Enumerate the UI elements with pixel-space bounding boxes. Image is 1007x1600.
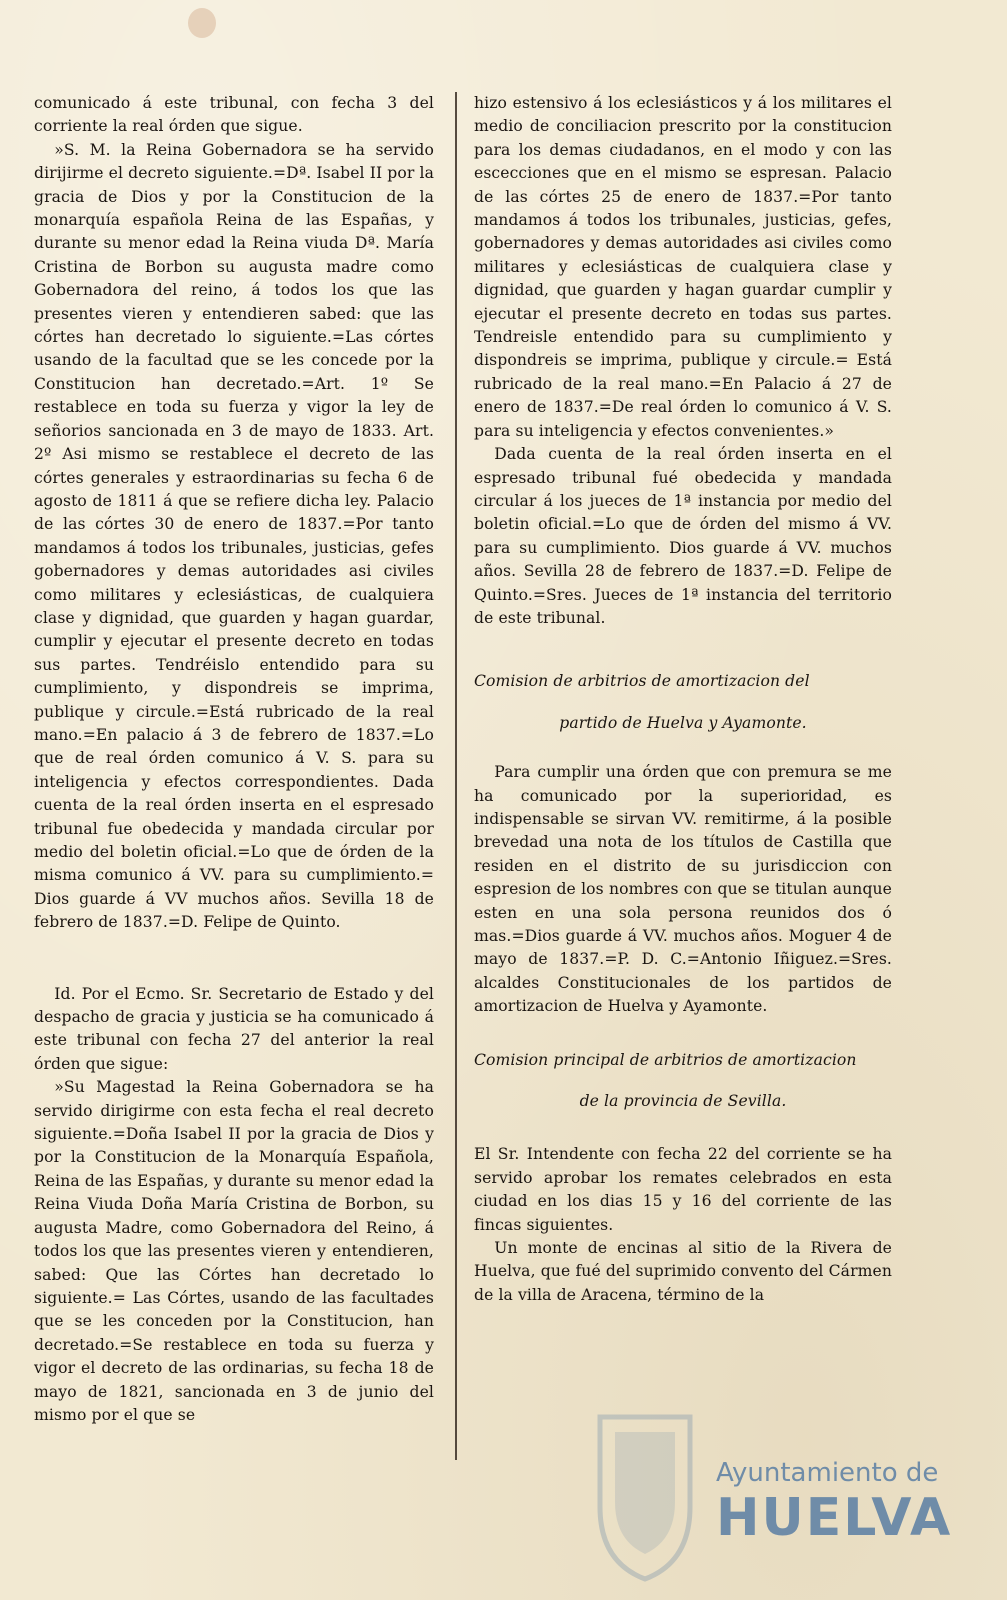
column-divider	[455, 92, 457, 1460]
left-column	[34, 92, 434, 1427]
right-paragraph-2: Dada cuenta de la real órden inserta en el espresado tribunal fué obedecida y mandada circular á los jueces de 1ª instancia por medio del boletin oficial.=Lo que de órden del mismo á VV. para su cumplimiento. Dios guarde á VV. muchos años. Sevilla 28 de febrero de 1837.=D. Felipe de Quinto.=Sres. Jueces de 1ª instancia del territorio de este tribunal.	[474, 445, 892, 627]
section-heading-huelva: Comision de arbitrios de amortizacion del	[474, 672, 810, 691]
paper-stain	[188, 8, 216, 38]
left-paragraph-3: Id. Por el Ecmo. Sr. Secretario de Estado y del despacho de gracia y justicia se ha comunicado á este tribunal con fecha 27 del anterior la real órden que sigue:	[34, 984, 434, 1073]
section-subheading-huelva: partido de Huelva y Ayamonte.	[559, 713, 807, 732]
watermark-line-2: HUELVA	[716, 1488, 953, 1548]
left-paragraph-2: »S. M. la Reina Gobernadora se ha servido dirijirme el decreto siguiente.=Dª. Isabel II por la gracia de Dios y por la Constitucion de la monarquía española Reina de las Españas, y durante su menor edad la Reina viuda Dª. María Cristina de Borbon su augusta madre como Gobernadora del reino, á todos los que las presentes vieren y entendieren sabed: que las córtes han decretado lo siguiente.=Las córtes usando de la facultad que se les concede por la Constitucion han decretado.=Art. 1º Se restablece en toda su fuerza y vigor la ley de señorios sancionada en 3 de mayo de 1833. Art. 2º Asi mismo se restablece el decreto de las córtes generales y estraordinarias su fecha 6 de agosto de 1811 á que se refiere dicha ley. Palacio de las córtes 30 de enero de 1837.=Por tanto mandamos á todos los tribunales, justicias, gefes gobernadores y demas autoridades asi civiles como militares y eclesiásticas, de cualquiera clase y dignidad, que guarden y hagan guardar, cumplir y ejecutar el presente decreto en todas sus partes. Tendréislo entendido para su cumplimiento, y dispondreis se imprima, publique y circule.=Está rubricado de la real mano.=En palacio á 3 de febrero de 1837.=Lo que de real órden comunico á V. S. para su inteligencia y efectos correspondientes. Dada cuenta de la real órden inserta en el espresado tribunal fue obedecida y mandada circular por medio del boletin oficial.=Lo que de órden de la misma comunico á VV. para su cumplimiento.= Dios guarde á VV muchos años. Sevilla 18 de febrero de 1837.=D. Felipe de Quinto.	[34, 140, 434, 932]
section-heading-sevilla: Comision principal de arbitrios de amortizacion	[474, 1050, 857, 1069]
right-column	[474, 92, 892, 1307]
section-subheading-sevilla: de la provincia de Sevilla.	[579, 1092, 787, 1111]
right-paragraph-1: hizo estensivo á los eclesiásticos y á los militares el medio de conciliacion prescrito por la constitucion para los demas ciudadanos, en el modo y con las escecciones que en el mismo se espresan. Palacio de las córtes 25 de enero de 1837.=Por tanto mandamos á todos los tribunales, justicias, gefes, gobernadores y demas autoridades asi civiles como militares y eclesiásticas de cualquiera clase y dignidad, que guarden y hagan guardar cumplir y ejecutar el presente decreto en todas sus partes. Tendreisle entendido para su cumplimiento y dispondreis se imprima, publique y circule.= Está rubricado de la real mano.=En Palacio á 27 de enero de 1837.=De real órden lo comunico á V. S. para su inteligencia y efectos convenientes.»	[474, 94, 892, 440]
right-paragraph-3: Para cumplir una órden que con premura se me ha comunicado por la superioridad, es indispensable se sirvan VV. remitirme, á la posible brevedad una nota de los títulos de Castilla que residen en el distrito de su jurisdiccion con espresion de los nombres con que se titulan aunque esten en una sola persona reunidos dos ó mas.=Dios guarde á VV. muchos años. Moguer 4 de mayo de 1837.=P. D. C.=Antonio Iñiguez.=Sres. alcaldes Constitucionales de los partidos de amortizacion de Huelva y Ayamonte.	[474, 763, 892, 1016]
watermark-line-1: Ayuntamiento de	[716, 1458, 939, 1488]
left-paragraph-1: comunicado á este tribunal, con fecha 3 del corriente la real órden que sigue.	[34, 94, 434, 136]
left-paragraph-4: »Su Magestad la Reina Gobernadora se ha servido dirigirme con esta fecha el real decreto siguiente.=Doña Isabel II por la gracia de Dios y por la Constitucion de la Monarquía Española, Reina de las Españas, y durante su menor edad la Reina Viuda Doña María Cristina de Borbon, su augusta Madre, como Gobernadora del Reino, á todos los que las presentes vieren y entendieren, sabed: Que las Córtes han decretado lo siguiente.= Las Córtes, usando de las facultades que se les conceden por la Constitucion, han decretado.=Se restablece en toda su fuerza y vigor el decreto de las ordinarias, su fecha 18 de mayo de 1821, sancionada en 3 de junio del mismo por el que se	[34, 1078, 435, 1424]
right-paragraph-5: Un monte de encinas al sitio de la Rivera de Huelva, que fué del suprimido convento del Cármen de la villa de Aracena, término de la	[474, 1239, 892, 1304]
right-paragraph-4: El Sr. Intendente con fecha 22 del corriente se ha servido aprobar los remates celebrados en esta ciudad en los dias 15 y 16 del corriente de las fincas siguientes.	[474, 1145, 892, 1234]
